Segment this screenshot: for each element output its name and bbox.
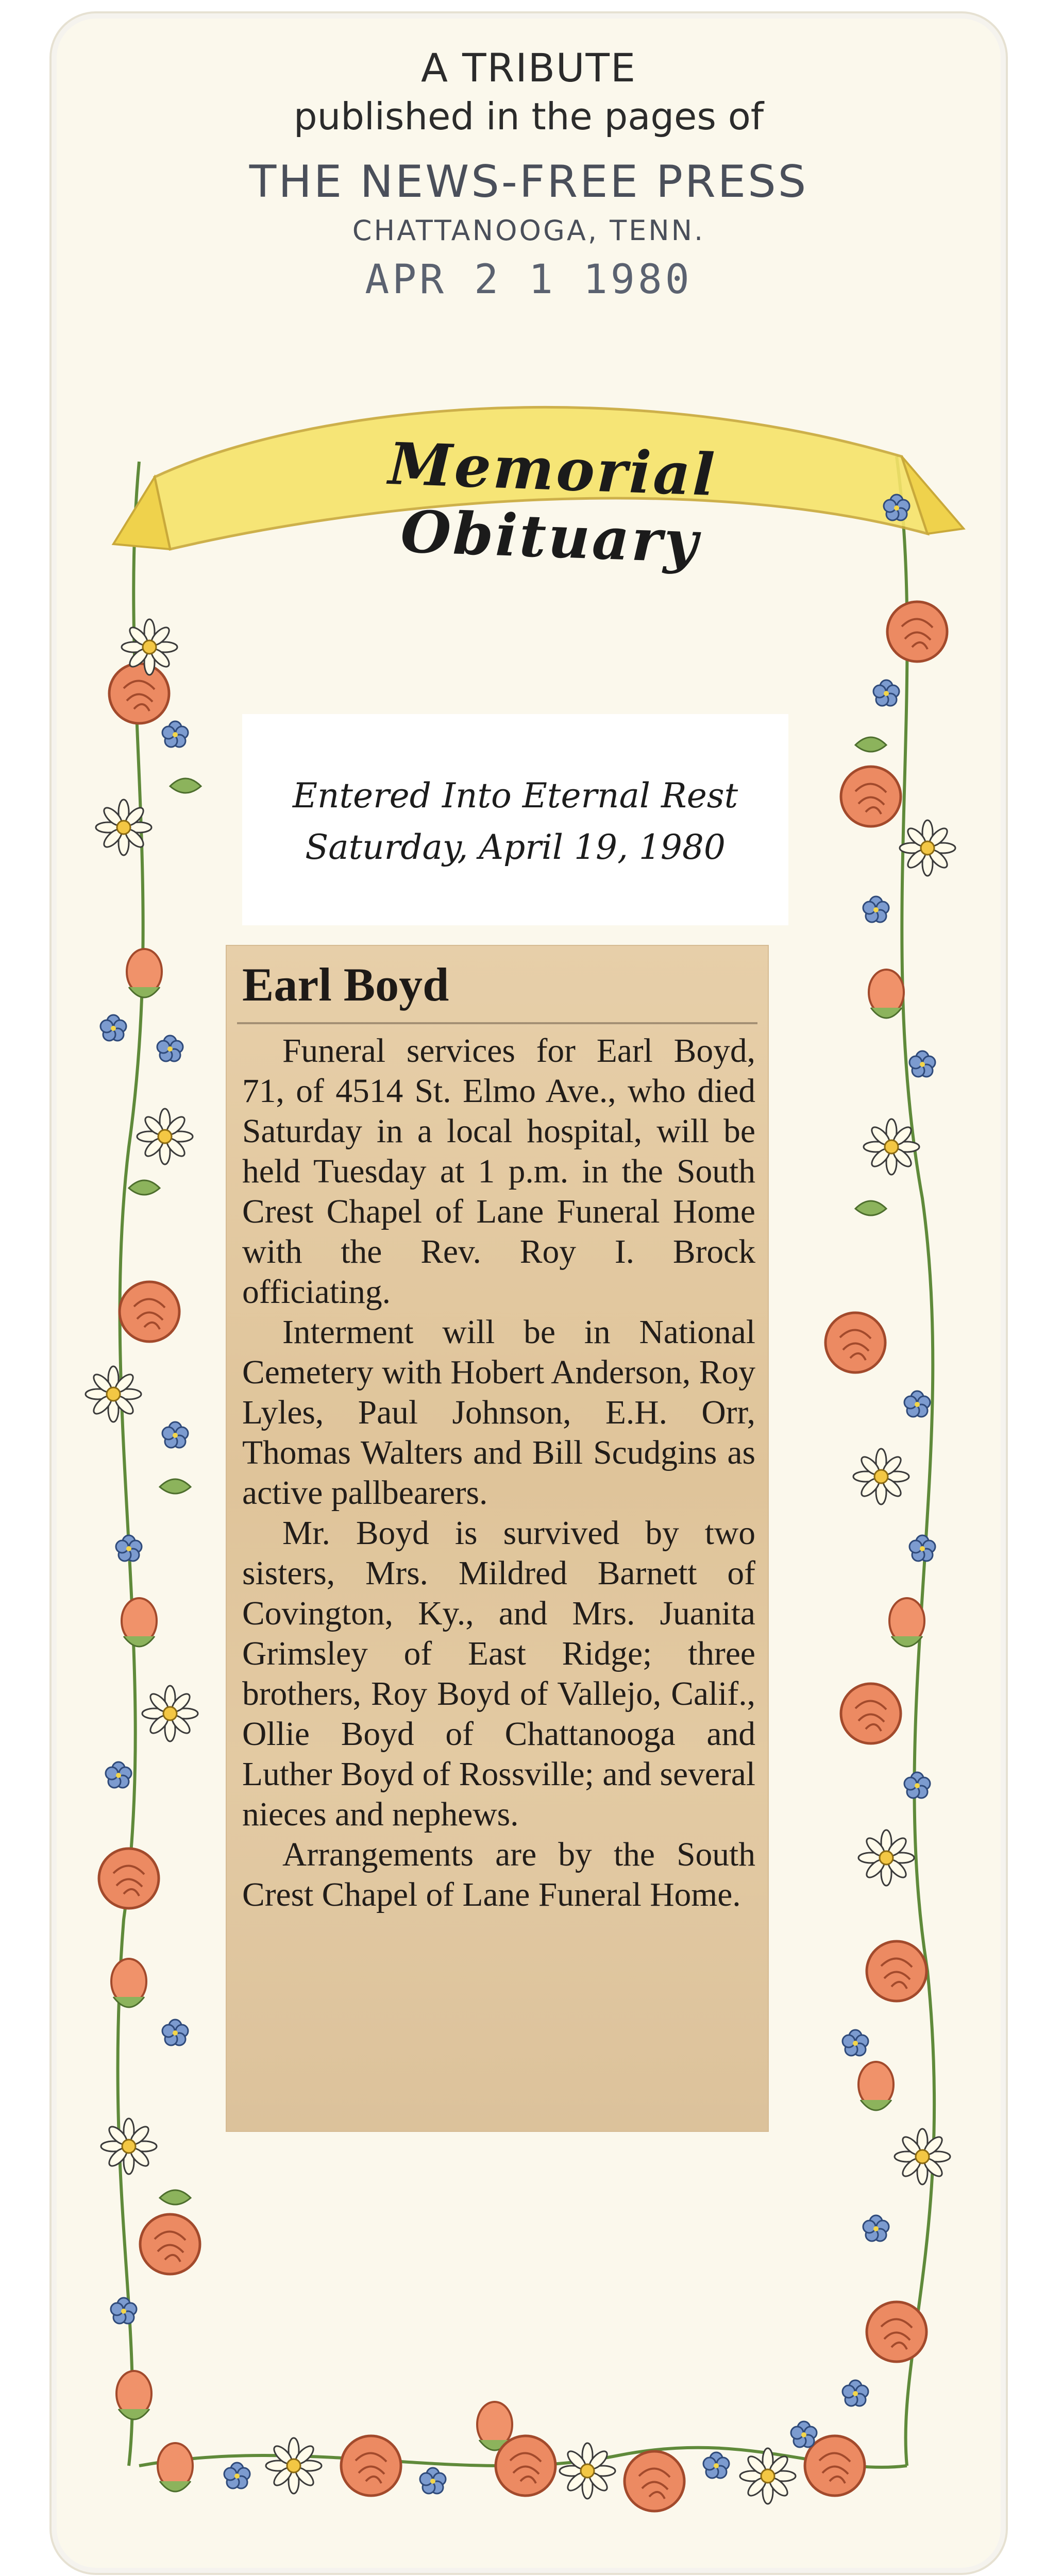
obituary-paragraph: Arrangements are by the South Crest Chapel of Lane Funeral Home. [242,1836,755,1913]
rest-date-line: Saturday, April 19, 1980 [305,827,726,867]
obituary-name: Earl Boyd [242,958,449,1011]
divider [237,1022,757,1024]
banner-title: Memorial Obituary [387,430,718,577]
newspaper-stamp: THE NEWS-FREE PRESS [249,156,808,208]
tribute-title: A TRIBUTE [420,45,636,91]
obituary-body [242,1031,755,1915]
location-stamp: CHATTANOOGA, TENN. [352,214,705,247]
eternal-rest-notice [242,714,788,925]
date-stamp: APR 2 1 1980 [365,257,693,303]
published-line: published in the pages of [293,95,764,138]
obituary-paragraph: Interment will be in National Cemetery with Hobert Anderson, Roy Lyles, Paul Johnson, E.H. Orr, Thomas Walters and Bill Scudgins as active pallbearers. [242,1314,755,1512]
obituary-paragraph: Mr. Boyd is survived by two sisters, Mrs. Mildred Barnett of Covington, Ky., and Mrs. Juanita Grimsley of East Ridge; three brothers, Roy Boyd of Vallejo, Calif., Ollie Boyd of Chattanooga and Luther Boyd of Rossville; and several nieces and nephews. [242,1515,755,1833]
obituary-paragraph: Funeral services for Earl Boyd, 71, of 4514 St. Elmo Ave., who died Saturday in a local hospital, will be held Tuesday at 1 p.m. in the South Crest Chapel of Lane Funeral Home with the Rev. Roy I. Brock officiating. [242,1032,755,1311]
newspaper-clipping [227,946,768,2131]
memorial-bookmark-card [49,11,1008,2575]
rest-line-1: Entered Into Eternal Rest [292,776,738,816]
